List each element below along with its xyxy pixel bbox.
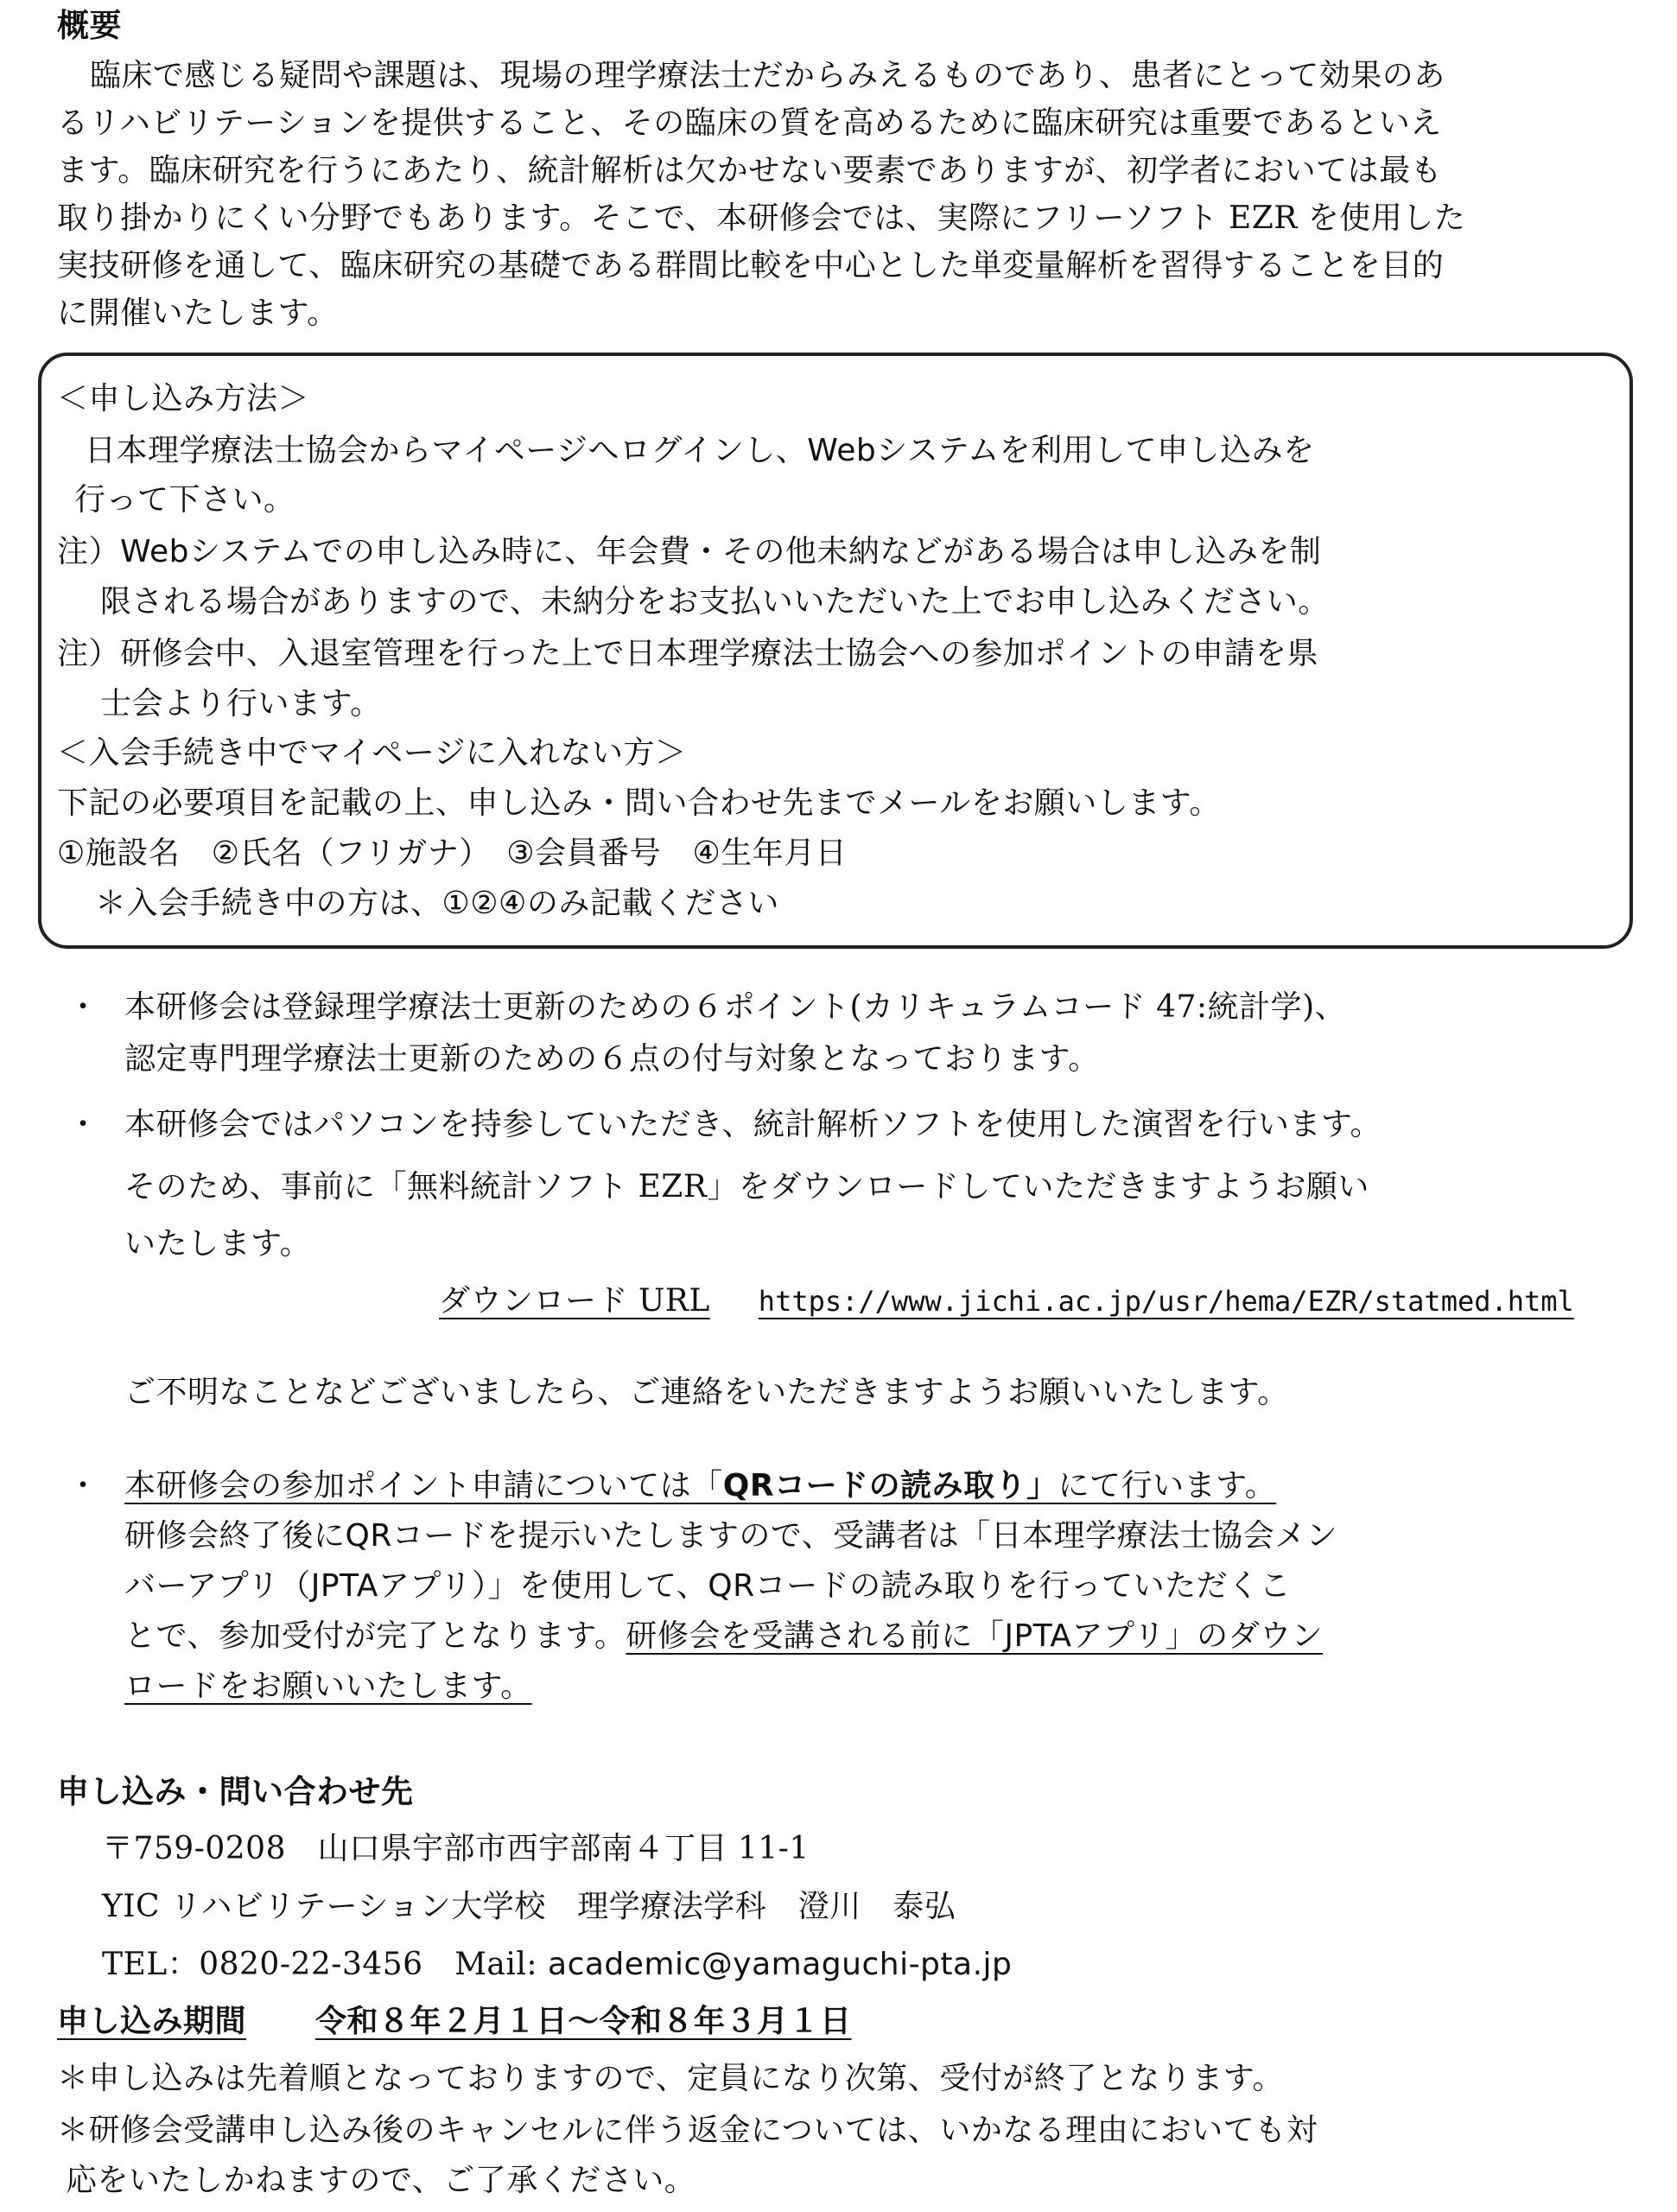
application-note-2b: 士会より行います。 xyxy=(100,686,382,721)
application-title: ＜申し込み方法＞ xyxy=(57,381,310,416)
application-line-2: 行って下さい。 xyxy=(74,482,295,518)
contact-mail-link[interactable]: academic@yamaguchi-pta.jp xyxy=(548,1947,1013,1982)
download-url-link[interactable]: https://www.jichi.ac.jp/usr/hema/EZR/statmed.html xyxy=(758,1285,1574,1318)
period-dates: 令和８年２月１日～令和８年３月１日 xyxy=(315,2004,852,2039)
application-required-note: ＊入会手続き中の方は、①②④のみ記載ください xyxy=(95,886,779,921)
qr-line-5: ロードをお願いいたします。 xyxy=(124,1669,532,1704)
contact-tel: TEL：0820-22-3456 Mail: xyxy=(102,1947,538,1982)
footnote-2: ＊研修会受講申し込み後のキャンセルに伴う返金については、いかなる理由においても対 xyxy=(57,2113,1318,2148)
application-note-1b: 限される場合がありますので、未納分をお支払いいただいた上でお申し込みください。 xyxy=(100,584,1330,620)
points-line-1: 本研修会は登録理学療法士更新のための６ポイント(カリキュラムコード 47:統計学)、 xyxy=(124,989,1347,1025)
qr-line-1-pre: 本研修会の参加ポイント申請については「 xyxy=(124,1468,723,1503)
application-note-2a: 注）研修会中、入退室管理を行った上で日本理学療法士協会への参加ポイントの申請を県 xyxy=(57,636,1319,671)
contact-address: 〒759-0208 山口県宇部市西宇部南４丁目 11-1 xyxy=(102,1831,810,1866)
contact-organization: YIC リハビリテーション大学校 理学療法学科 澄川 泰弘 xyxy=(102,1889,956,1924)
footnote-1: ＊申し込みは先着順となっておりますので、定員になり次第、受付が終了となります。 xyxy=(57,2061,1284,2096)
contact-heading: 申し込み・問い合わせ先 xyxy=(57,1773,414,1810)
pc-line-3: いたします。 xyxy=(124,1226,312,1262)
application-line-1: 日本理学療法士協会からマイページへログインし、Webシステムを利用して申し込みを xyxy=(85,433,1315,468)
qr-line-4-underlined: 研修会を受講される前に「JPTAアプリ」のダウン xyxy=(626,1618,1324,1654)
pc-line-1: 本研修会ではパソコンを持参していただき、統計解析ソフトを使用した演習を行います。 xyxy=(124,1107,1382,1142)
application-period xyxy=(57,2003,852,2040)
overview-line-4: 取り掛かりにくい分野でもあります。そこで、本研修会では、実際にフリーソフト EZR を使用した xyxy=(57,200,1466,236)
pc-line-2: そのため、事前に「無料統計ソフト EZR」をダウンロードしていただきますようお願い xyxy=(124,1169,1369,1205)
overview-line-6: に開催いたします。 xyxy=(57,296,339,331)
qr-line-1-post: にて行います。 xyxy=(1058,1468,1277,1503)
application-required-items: ①施設名 ②氏名（フリガナ） ③会員番号 ④生年月日 xyxy=(57,836,848,871)
qr-line-3: バーアプリ（JPTAアプリ）」を使用して、QRコードの読み取りを行っていただくこ xyxy=(124,1568,1292,1604)
bullet-points: ・ xyxy=(67,989,99,1025)
bullet-pc: ・ xyxy=(67,1107,99,1142)
contact-request: ご不明なことなどございましたら、ご連絡をいただきますようお願いいたします。 xyxy=(124,1375,1289,1410)
bullet-qr: ・ xyxy=(67,1468,99,1503)
download-label: ダウンロード URL xyxy=(439,1283,710,1319)
overview-heading: 概要 xyxy=(57,7,122,44)
application-instruction: 下記の必要項目を記載の上、申し込み・問い合わせ先までメールをお願いします。 xyxy=(57,785,1221,821)
overview-line-3: ます。臨床研究を行うにあたり、統計解析は欠かせない要素でありますが、初学者においては最も xyxy=(57,153,1443,188)
qr-line-4-pre: とで、参加受付が完了となります。 xyxy=(124,1618,626,1654)
overview-line-1: 臨床で感じる疑問や課題は、現場の理学療法士だからみえるものであり、患者にとって効果のあ xyxy=(90,58,1445,93)
qr-line-1-bold: QRコードの読み取り」 xyxy=(722,1468,1058,1503)
qr-line-1 xyxy=(124,1467,1276,1504)
qr-line-4 xyxy=(124,1618,1323,1655)
qr-line-2: 研修会終了後にQRコードを提示いたしますので、受講者は「日本理学療法士協会メン xyxy=(124,1518,1338,1554)
application-note-1a: 注）Webシステムでの申し込み時に、年会費・その他未納などがある場合は申し込みを制 xyxy=(57,534,1322,569)
contact-tel-mail xyxy=(102,1946,1012,1983)
download-row xyxy=(439,1282,1574,1319)
overview-line-5: 実技研修を通して、臨床研究の基礎である群間比較を中心とした単変量解析を習得することを目的 xyxy=(57,248,1445,283)
period-label: 申し込み期間 xyxy=(57,2004,247,2039)
overview-line-2: るリハビリテーションを提供すること、その臨床の質を高めるために臨床研究は重要であるといえ xyxy=(57,105,1442,141)
application-subtitle: ＜入会手続き中でマイページに入れない方＞ xyxy=(57,735,687,771)
footnote-3: 応をいたしかねますので、ご了承ください。 xyxy=(66,2163,696,2198)
points-line-2: 認定専門理学療法士更新のための６点の付与対象となっております。 xyxy=(124,1041,1100,1077)
